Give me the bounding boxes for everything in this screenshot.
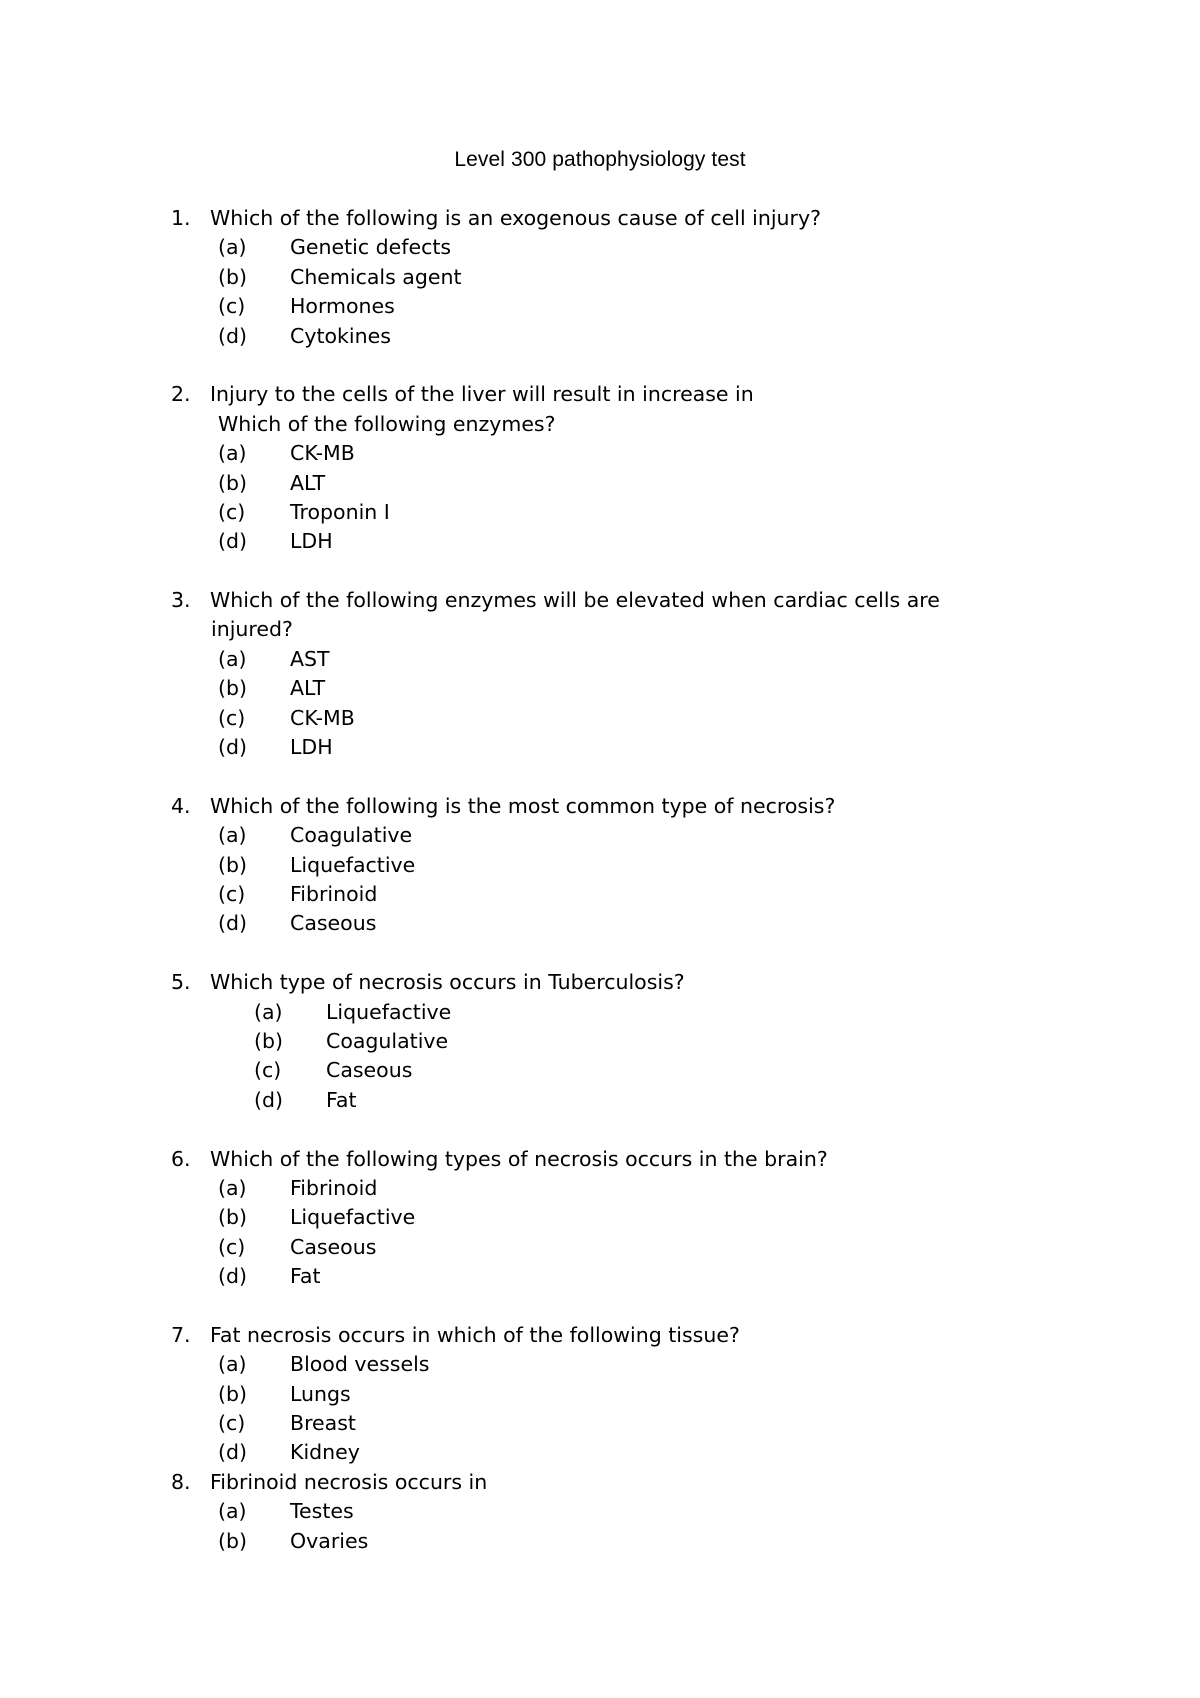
option-letter: (a) — [218, 1175, 247, 1200]
option-letter: (d) — [218, 1264, 248, 1289]
option-letter: (b) — [218, 676, 248, 701]
page-title: Level 300 pathophysiology test — [454, 148, 746, 171]
option-letter: (b) — [254, 1028, 284, 1053]
question-number: 3. — [171, 588, 191, 613]
option-letter: (b) — [218, 1528, 248, 1553]
option-a — [0, 1350, 1200, 1379]
question-text: Which of the following types of necrosis occurs in the brain? — [210, 1146, 828, 1171]
option-text: Liquefactive — [326, 999, 452, 1024]
question-number: 2. — [171, 382, 191, 407]
option-letter: (b) — [218, 1205, 248, 1230]
question-number: 4. — [171, 793, 191, 818]
option-c — [0, 1056, 1200, 1085]
option-text: Caseous — [326, 1058, 413, 1083]
option-a — [0, 1497, 1200, 1526]
option-b — [0, 469, 1200, 498]
question-text: Which of the following enzymes will be elevated when cardiac cells are — [210, 588, 940, 613]
option-c — [0, 1409, 1200, 1438]
option-letter: (a) — [218, 646, 247, 671]
question-list — [0, 204, 1200, 1556]
option-letter: (d) — [218, 529, 248, 554]
question-number: 5. — [171, 970, 191, 995]
option-letter: (a) — [218, 1352, 247, 1377]
option-letter: (b) — [218, 852, 248, 877]
option-text: ALT — [290, 676, 326, 701]
option-letter: (a) — [218, 1499, 247, 1524]
question-7 — [0, 1321, 1200, 1468]
option-text: AST — [290, 646, 330, 671]
option-text: Fat — [290, 1264, 321, 1289]
option-b — [0, 1027, 1200, 1056]
option-text: Caseous — [290, 1234, 377, 1259]
option-b — [0, 1527, 1200, 1556]
question-3 — [0, 586, 1200, 762]
option-b — [0, 674, 1200, 703]
option-text: Caseous — [290, 911, 377, 936]
option-text: Hormones — [290, 294, 395, 319]
option-text: Testes — [290, 1499, 354, 1524]
option-text: CK-MB — [290, 705, 355, 730]
option-text: Ovaries — [290, 1528, 369, 1553]
option-letter: (c) — [218, 881, 246, 906]
option-letter: (b) — [218, 470, 248, 495]
question-text: Fibrinoid necrosis occurs in — [210, 1469, 488, 1494]
option-letter: (d) — [218, 911, 248, 936]
option-text: Genetic defects — [290, 235, 452, 260]
option-a — [0, 439, 1200, 468]
option-letter: (c) — [218, 294, 246, 319]
question-number: 8. — [171, 1469, 191, 1494]
option-c — [0, 880, 1200, 909]
option-c — [0, 292, 1200, 321]
question-2 — [0, 380, 1200, 556]
question-text: Which of the following is an exogenous cause of cell injury? — [210, 206, 821, 230]
option-text: Troponin I — [290, 499, 390, 524]
option-text: CK-MB — [290, 441, 355, 466]
option-letter: (c) — [218, 1411, 246, 1436]
question-text: Injury to the cells of the liver will result in increase in — [210, 382, 754, 407]
option-letter: (b) — [218, 264, 248, 289]
option-a — [0, 645, 1200, 674]
option-c — [0, 1233, 1200, 1262]
option-text: Fibrinoid — [290, 881, 378, 906]
option-d — [0, 733, 1200, 762]
option-d — [0, 909, 1200, 938]
question-text-continued: injured? — [211, 617, 293, 642]
option-d — [0, 1086, 1200, 1115]
option-b — [0, 851, 1200, 880]
option-text: Chemicals agent — [290, 264, 462, 289]
option-text: Coagulative — [326, 1028, 449, 1053]
question-6 — [0, 1145, 1200, 1292]
option-d — [0, 322, 1200, 351]
option-d — [0, 1438, 1200, 1467]
question-text-continued: Which of the following enzymes? — [218, 411, 556, 436]
option-text: Liquefactive — [290, 852, 416, 877]
option-d — [0, 1262, 1200, 1291]
option-text: LDH — [290, 529, 333, 554]
question-text: Which of the following is the most common type of necrosis? — [210, 793, 836, 818]
option-a — [0, 1174, 1200, 1203]
question-text: Which type of necrosis occurs in Tuberculosis? — [210, 970, 685, 995]
option-letter: (a) — [254, 999, 283, 1024]
question-number: 1. — [171, 206, 191, 230]
option-letter: (d) — [254, 1087, 284, 1112]
option-text: Fibrinoid — [290, 1175, 378, 1200]
option-text: Lungs — [290, 1381, 351, 1406]
option-a — [0, 233, 1200, 262]
option-letter: (a) — [218, 823, 247, 848]
question-1 — [0, 204, 1200, 351]
option-letter: (c) — [254, 1058, 282, 1083]
option-letter: (c) — [218, 1234, 246, 1259]
option-b — [0, 263, 1200, 292]
question-8 — [0, 1468, 1200, 1556]
question-4 — [0, 792, 1200, 939]
option-text: Liquefactive — [290, 1205, 416, 1230]
option-text: Blood vessels — [290, 1352, 430, 1377]
option-letter: (b) — [218, 1381, 248, 1406]
option-text: Breast — [290, 1411, 356, 1436]
option-c — [0, 498, 1200, 527]
option-letter: (a) — [218, 441, 247, 466]
option-letter: (a) — [218, 235, 247, 260]
option-b — [0, 1203, 1200, 1232]
option-letter: (c) — [218, 705, 246, 730]
option-text: Kidney — [290, 1440, 360, 1465]
question-number: 7. — [171, 1322, 191, 1347]
option-a — [0, 821, 1200, 850]
option-text: Coagulative — [290, 823, 413, 848]
question-text: Fat necrosis occurs in which of the following tissue? — [210, 1322, 740, 1347]
option-a — [0, 998, 1200, 1027]
option-d — [0, 527, 1200, 556]
option-letter: (c) — [218, 499, 246, 524]
option-letter: (d) — [218, 1440, 248, 1465]
option-text: LDH — [290, 735, 333, 760]
option-text: Fat — [326, 1087, 357, 1112]
option-letter: (d) — [218, 735, 248, 760]
option-text: ALT — [290, 470, 326, 495]
option-text: Cytokines — [290, 323, 391, 348]
option-letter: (d) — [218, 323, 248, 348]
question-number: 6. — [171, 1146, 191, 1171]
question-5 — [0, 968, 1200, 1115]
option-b — [0, 1380, 1200, 1409]
option-c — [0, 704, 1200, 733]
